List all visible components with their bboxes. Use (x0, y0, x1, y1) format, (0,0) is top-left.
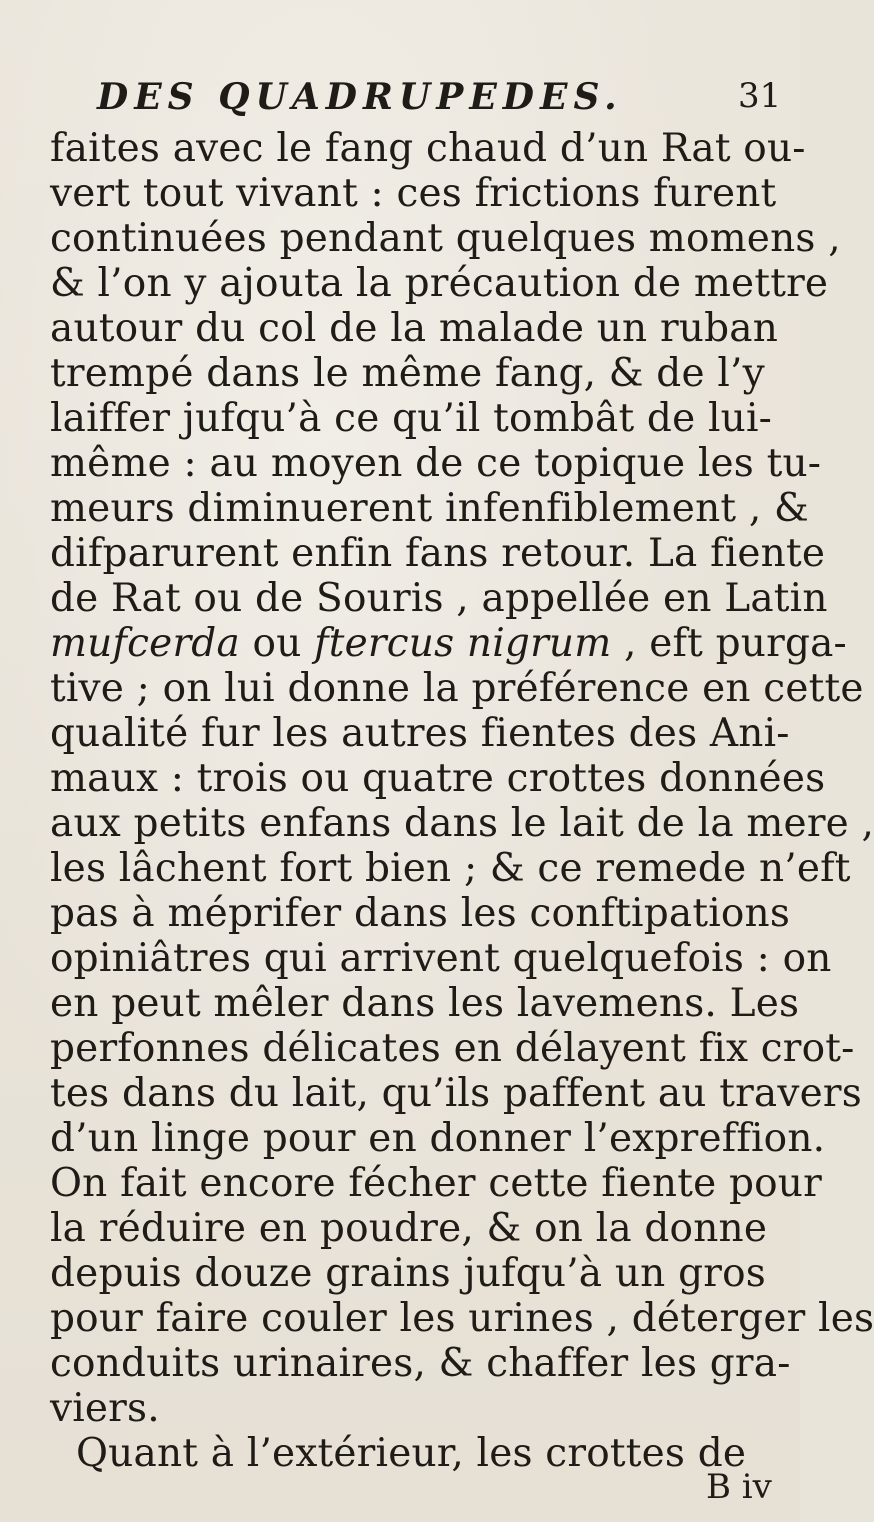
running-title: DES QUADRUPEDES. (97, 76, 623, 118)
text-line: mufcerda ou ftercus nigrum , eft purga- (50, 621, 847, 666)
text-line: depuis douze grains jufqu’à un gros (50, 1251, 766, 1296)
text-line: qualité fur les autres fientes des Ani- (50, 711, 790, 756)
text-line: meurs diminuerent infenfiblement , & (50, 486, 809, 531)
text-line: opiniâtres qui arrivent quelquefois : on (50, 936, 832, 981)
text-line: On fait encore fécher cette fiente pour (50, 1161, 822, 1206)
text-line: pour faire couler les urines , déterger les (50, 1296, 874, 1341)
text-line: faites avec le fang chaud d’un Rat ou- (50, 126, 806, 171)
text-line: Quant à l’extérieur, les crottes de (76, 1431, 747, 1476)
text-line: maux : trois ou quatre crottes données (50, 756, 826, 801)
text-line: & l’on y ajouta la précaution de mettre (50, 261, 829, 306)
text-line: continuées pendant quelques momens , (50, 216, 841, 261)
text-line: même : au moyen de ce topique les tu- (50, 441, 822, 486)
text-line: les lâchent fort bien ; & ce remede n’eft (50, 846, 851, 891)
text-line: pas à méprifer dans les conftipations (50, 891, 791, 936)
signature-mark: B iv (706, 1467, 772, 1507)
page-header (0, 0, 800, 120)
text-line: conduits urinaires, & chaffer les gra- (50, 1341, 791, 1386)
text-line: laiffer jufqu’à ce qu’il tombât de lui- (50, 396, 773, 441)
text-line: vert tout vivant : ces frictions furent (50, 171, 777, 216)
text-line: de Rat ou de Souris , appellée en Latin (50, 576, 828, 621)
text-line: perfonnes délicates en délayent fix crot- (50, 1026, 855, 1071)
text-line: difparurent enfin fans retour. La fiente (50, 531, 826, 576)
page-number: 31 (738, 76, 782, 116)
text-line: aux petits enfans dans le lait de la mere , (50, 801, 874, 846)
text-line: trempé dans le même fang, & de l’y (50, 351, 765, 396)
text-line: viers. (50, 1386, 160, 1431)
text-line: d’un linge pour en donner l’expreffion. (50, 1116, 826, 1161)
text-line: tive ; on lui donne la préférence en cette (50, 666, 864, 711)
text-line: autour du col de la malade un ruban (50, 306, 779, 351)
text-line: en peut mêler dans les lavemens. Les (50, 981, 800, 1026)
text-line: tes dans du lait, qu’ils paffent au travers (50, 1071, 862, 1116)
text-line: la réduire en poudre, & on la donne (50, 1206, 768, 1251)
